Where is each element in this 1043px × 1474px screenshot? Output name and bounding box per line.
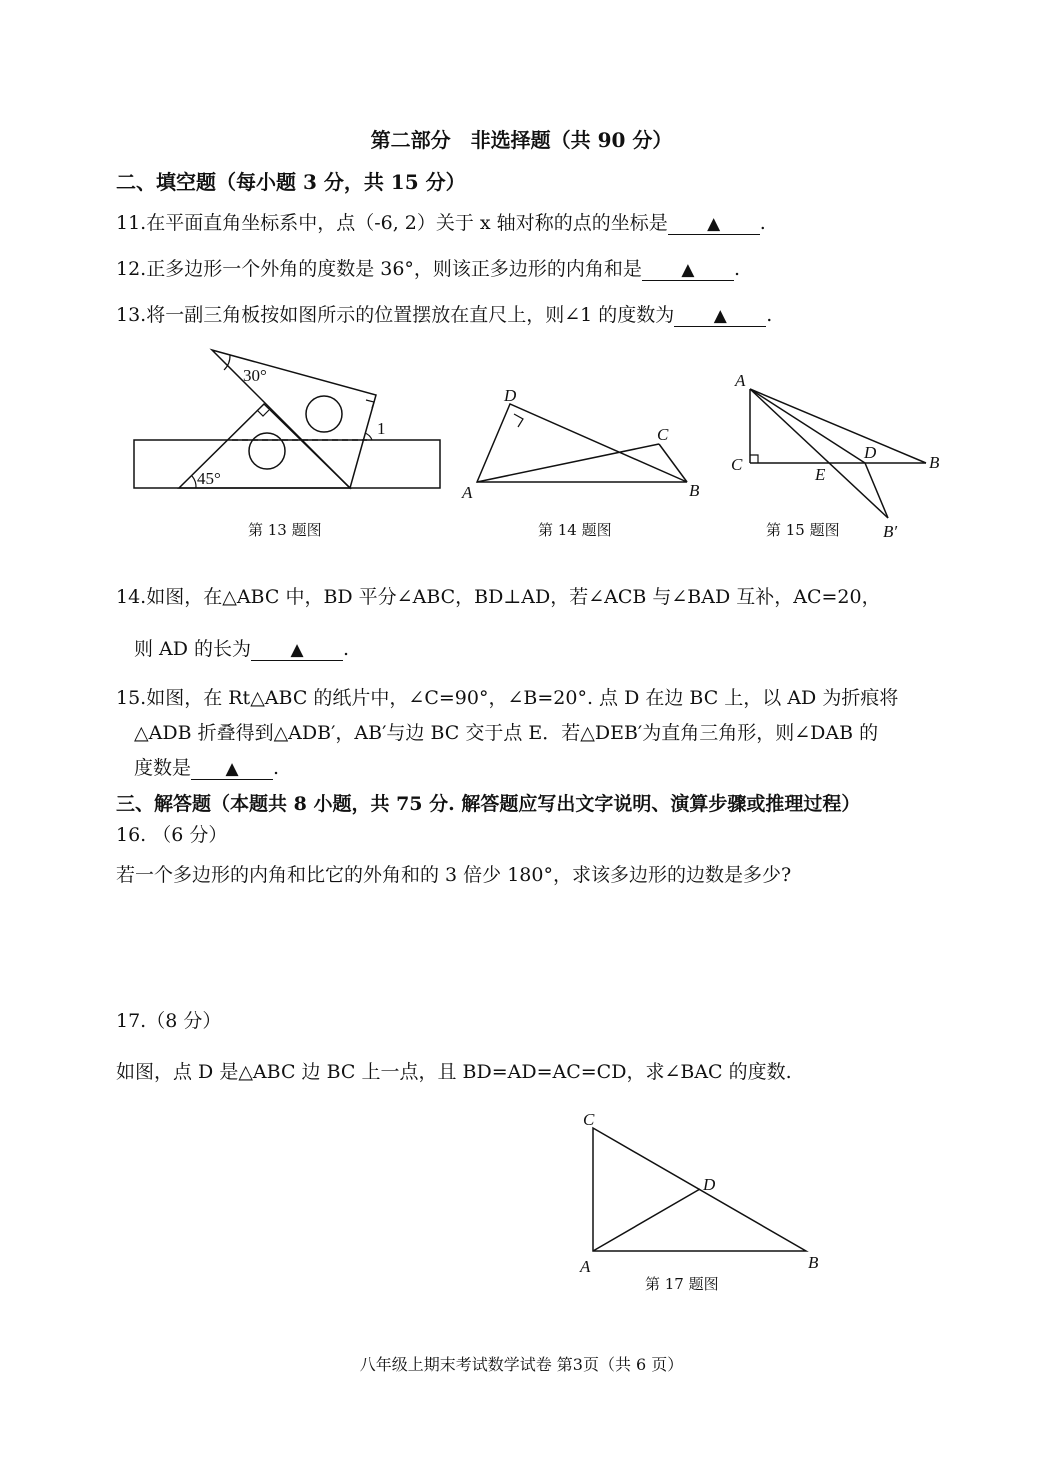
question-11-text: 11.在平面直角坐标系中，点（-6, 2）关于 x 轴对称的点的坐标是	[116, 212, 668, 234]
question-13: 13.将一副三角板按如图所示的位置摆放在直尺上，则∠1 的度数为 ▲ .	[116, 304, 773, 326]
page-footer: 八年级上期末考试数学试卷 第3页（共 6 页）	[359, 1355, 684, 1374]
question-15-line1: 15.如图，在 Rt△ABC 的纸片中，∠C=90°，∠B=20°. 点 D 在边 BC 上，以 AD 为折痕将	[116, 687, 899, 709]
label-A: A	[462, 483, 473, 502]
question-13-text: 13.将一副三角板按如图所示的位置摆放在直尺上，则∠1 的度数为	[116, 304, 675, 326]
figure-13-caption: 第 13 题图	[248, 521, 322, 539]
label-D: D	[864, 443, 877, 462]
question-16-label: 16. （6 分）	[116, 824, 228, 846]
segment-AD	[593, 1189, 700, 1251]
figure-17-caption: 第 17 题图	[645, 1275, 719, 1293]
label-angle-1: 1	[377, 419, 386, 438]
label-B: B	[808, 1253, 819, 1272]
answer-blank-13[interactable]: ▲	[674, 305, 766, 327]
question-17-label: 17.（8 分）	[116, 1010, 222, 1032]
part-title: 第二部分 非选择题（共 90 分）	[370, 128, 673, 152]
label-C: C	[583, 1110, 595, 1129]
question-15-line3: 度数是 ▲ .	[134, 757, 280, 779]
question-12-text: 12.正多边形一个外角的度数是 36°，则该正多边形的内角和是	[116, 258, 642, 280]
section2-heading: 二、填空题（每小题 3 分，共 15 分）	[116, 170, 466, 194]
label-B-prime: B′	[883, 522, 898, 541]
question-17-text: 如图，点 D 是△ABC 边 BC 上一点，且 BD=AD=AC=CD，求∠BAC 的度数.	[116, 1061, 792, 1083]
label-E: E	[815, 465, 826, 484]
label-A: A	[735, 371, 746, 390]
label-D: D	[504, 386, 517, 405]
question-14-line2: 则 AD 的长为 ▲ .	[134, 638, 350, 660]
answer-blank-14[interactable]: ▲	[251, 639, 343, 661]
label-D: D	[703, 1175, 716, 1194]
label-A: A	[580, 1257, 591, 1276]
question-15-line2: △ADB 折叠得到△ADB′，AB′与边 BC 交于点 E．若△DEB′为直角三角形，则∠DAB 的	[134, 722, 879, 744]
label-C: C	[657, 425, 669, 444]
figure-14-caption: 第 14 题图	[538, 521, 612, 539]
answer-blank-12[interactable]: ▲	[642, 259, 734, 281]
question-16-text: 若一个多边形的内角和比它的外角和的 3 倍少 180°，求该多边形的边数是多少?	[116, 864, 792, 886]
answer-blank-15[interactable]: ▲	[191, 758, 273, 780]
question-11: 11.在平面直角坐标系中，点（-6, 2）关于 x 轴对称的点的坐标是 ▲ .	[116, 212, 766, 234]
label-B: B	[929, 453, 940, 472]
label-B: B	[689, 481, 700, 500]
question-12: 12.正多边形一个外角的度数是 36°，则该正多边形的内角和是 ▲ .	[116, 258, 740, 280]
answer-blank-11[interactable]: ▲	[668, 213, 760, 235]
label-45: 45°	[197, 469, 221, 488]
question-14-line1: 14.如图，在△ABC 中，BD 平分∠ABC，BD⊥AD，若∠ACB 与∠BAD 互补，AC=20，	[116, 586, 881, 608]
label-C: C	[731, 455, 743, 474]
label-30: 30°	[243, 366, 267, 385]
section3-heading: 三、解答题（本题共 8 小题，共 75 分. 解答题应写出文字说明、演算步骤或推理过程）	[116, 793, 861, 815]
figure-15-caption: 第 15 题图	[766, 521, 840, 539]
